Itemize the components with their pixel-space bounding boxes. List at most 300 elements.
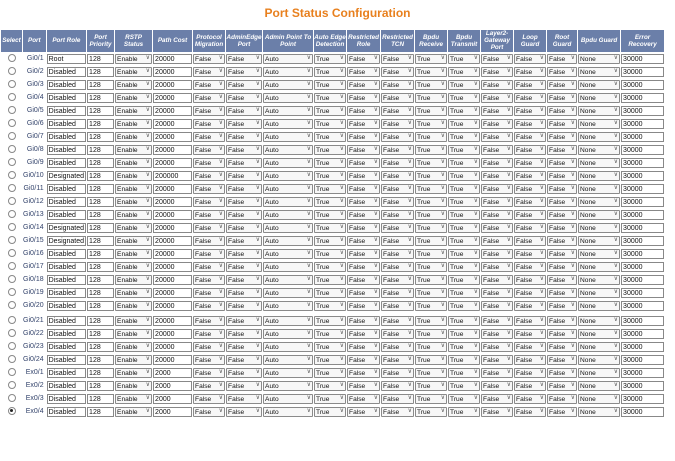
restricted-tcn-select[interactable]: [381, 145, 414, 155]
protocol-migration-select[interactable]: [193, 67, 225, 77]
path-cost-field[interactable]: 20000: [153, 145, 192, 155]
error-recovery-field[interactable]: 30000: [621, 275, 664, 285]
error-recovery-field[interactable]: 30000: [621, 249, 664, 259]
rstp-status-select[interactable]: [115, 54, 152, 64]
error-recovery-field[interactable]: 30000: [621, 368, 664, 378]
admin-edge-port-select[interactable]: [226, 223, 262, 233]
bpdu-receive-select[interactable]: [415, 106, 447, 116]
port-role-field[interactable]: Disabled: [47, 184, 86, 194]
bpdu-transmit-select[interactable]: [448, 197, 480, 207]
row-select-radio[interactable]: [8, 80, 16, 88]
restricted-role-select[interactable]: [347, 210, 380, 220]
error-recovery-field[interactable]: 30000: [621, 158, 664, 168]
protocol-migration-select[interactable]: [193, 262, 225, 272]
protocol-migration-select[interactable]: [193, 210, 225, 220]
rstp-status-select[interactable]: [115, 262, 152, 272]
loop-guard-select[interactable]: [514, 67, 546, 77]
layer2-gateway-port-select[interactable]: [481, 236, 513, 246]
restricted-tcn-select[interactable]: [381, 184, 414, 194]
auto-edge-detection-select[interactable]: [314, 394, 346, 404]
row-select-radio[interactable]: [8, 171, 16, 179]
bpdu-receive-select[interactable]: [415, 158, 447, 168]
port-priority-field[interactable]: 128: [87, 145, 114, 155]
layer2-gateway-port-select[interactable]: [481, 158, 513, 168]
port-role-field[interactable]: Designated: [48, 172, 85, 180]
admin-point-to-point-select[interactable]: [263, 394, 313, 404]
bpdu-guard-select[interactable]: [578, 80, 620, 90]
protocol-migration-select[interactable]: [193, 249, 225, 259]
port-priority-field[interactable]: 128: [87, 54, 114, 64]
restricted-tcn-select[interactable]: [381, 54, 414, 64]
admin-edge-port-select[interactable]: [226, 275, 262, 285]
bpdu-receive-select[interactable]: [415, 54, 447, 64]
port-priority-field[interactable]: 128: [87, 171, 114, 181]
rstp-status-select[interactable]: [115, 342, 152, 352]
bpdu-guard-select[interactable]: [578, 210, 620, 220]
bpdu-guard-select[interactable]: [578, 329, 620, 339]
error-recovery-field[interactable]: 30000: [621, 67, 664, 77]
rstp-status-select[interactable]: [115, 145, 152, 155]
rstp-status-select[interactable]: [115, 184, 152, 194]
admin-point-to-point-select[interactable]: [263, 288, 313, 298]
root-guard-select[interactable]: [547, 301, 577, 311]
root-guard-select[interactable]: [547, 80, 577, 90]
bpdu-guard-select[interactable]: [578, 236, 620, 246]
auto-edge-detection-select[interactable]: [314, 316, 346, 326]
auto-edge-detection-select[interactable]: [314, 132, 346, 142]
bpdu-receive-select[interactable]: [415, 381, 447, 391]
port-priority-field[interactable]: 128: [87, 368, 114, 378]
bpdu-guard-select[interactable]: [578, 158, 620, 168]
bpdu-transmit-select[interactable]: [448, 80, 480, 90]
path-cost-field[interactable]: 20000: [153, 132, 192, 142]
restricted-tcn-select[interactable]: [381, 210, 414, 220]
admin-point-to-point-select[interactable]: [263, 355, 313, 365]
row-select-radio[interactable]: [8, 355, 16, 363]
loop-guard-select[interactable]: [514, 106, 546, 116]
error-recovery-field[interactable]: 30000: [621, 288, 664, 298]
admin-edge-port-select[interactable]: [226, 316, 262, 326]
path-cost-field[interactable]: 20000: [153, 197, 192, 207]
auto-edge-detection-select[interactable]: [314, 80, 346, 90]
root-guard-select[interactable]: [547, 171, 577, 181]
port-role-field[interactable]: Disabled: [47, 275, 86, 285]
root-guard-select[interactable]: [547, 158, 577, 168]
restricted-role-select[interactable]: [347, 329, 380, 339]
bpdu-transmit-select[interactable]: [448, 301, 480, 311]
rstp-status-select[interactable]: [115, 106, 152, 116]
bpdu-transmit-select[interactable]: [448, 329, 480, 339]
path-cost-field[interactable]: 2000: [153, 368, 192, 378]
port-role-field[interactable]: Disabled: [47, 262, 86, 272]
port-priority-field[interactable]: 128: [87, 106, 114, 116]
rstp-status-select[interactable]: [115, 301, 152, 311]
layer2-gateway-port-select[interactable]: [481, 223, 513, 233]
path-cost-field[interactable]: 20000: [153, 355, 192, 365]
error-recovery-field[interactable]: 30000: [621, 132, 664, 142]
port-priority-field[interactable]: 128: [87, 329, 114, 339]
restricted-role-select[interactable]: [347, 288, 380, 298]
bpdu-guard-select[interactable]: [578, 342, 620, 352]
layer2-gateway-port-select[interactable]: [481, 275, 513, 285]
admin-point-to-point-select[interactable]: [263, 275, 313, 285]
port-role-field[interactable]: Disabled: [47, 197, 86, 207]
port-role-field[interactable]: Disabled: [47, 394, 86, 404]
row-select-radio[interactable]: [8, 223, 16, 231]
port-priority-field[interactable]: 128: [87, 381, 114, 391]
loop-guard-select[interactable]: [514, 236, 546, 246]
row-select-radio[interactable]: [8, 106, 16, 114]
port-role-field[interactable]: Disabled: [47, 119, 86, 129]
bpdu-guard-select[interactable]: [578, 275, 620, 285]
bpdu-transmit-select[interactable]: [448, 355, 480, 365]
layer2-gateway-port-select[interactable]: [481, 394, 513, 404]
loop-guard-select[interactable]: [514, 288, 546, 298]
restricted-tcn-select[interactable]: [381, 197, 414, 207]
row-select-radio[interactable]: [8, 93, 16, 101]
protocol-migration-select[interactable]: [193, 223, 225, 233]
auto-edge-detection-select[interactable]: [314, 197, 346, 207]
protocol-migration-select[interactable]: [193, 132, 225, 142]
bpdu-transmit-select[interactable]: [448, 275, 480, 285]
restricted-role-select[interactable]: [347, 316, 380, 326]
port-role-field[interactable]: Disabled: [47, 132, 86, 142]
error-recovery-field[interactable]: 30000: [621, 93, 664, 103]
rstp-status-select[interactable]: [115, 329, 152, 339]
restricted-tcn-select[interactable]: [381, 158, 414, 168]
admin-point-to-point-select[interactable]: [263, 145, 313, 155]
admin-edge-port-select[interactable]: [226, 288, 262, 298]
protocol-migration-select[interactable]: [193, 275, 225, 285]
bpdu-transmit-select[interactable]: [448, 342, 480, 352]
port-role-field[interactable]: Disabled: [47, 355, 86, 365]
layer2-gateway-port-select[interactable]: [481, 381, 513, 391]
auto-edge-detection-select[interactable]: [314, 67, 346, 77]
layer2-gateway-port-select[interactable]: [481, 262, 513, 272]
root-guard-select[interactable]: [547, 106, 577, 116]
loop-guard-select[interactable]: [514, 301, 546, 311]
port-role-field[interactable]: Disabled: [47, 329, 86, 339]
bpdu-receive-select[interactable]: [415, 368, 447, 378]
root-guard-select[interactable]: [547, 197, 577, 207]
path-cost-field[interactable]: 20000: [153, 93, 192, 103]
layer2-gateway-port-select[interactable]: [481, 342, 513, 352]
layer2-gateway-port-select[interactable]: [481, 132, 513, 142]
bpdu-receive-select[interactable]: [415, 275, 447, 285]
bpdu-receive-select[interactable]: [415, 184, 447, 194]
port-role-field[interactable]: Disabled: [47, 342, 86, 352]
loop-guard-select[interactable]: [514, 197, 546, 207]
bpdu-transmit-select[interactable]: [448, 394, 480, 404]
rstp-status-select[interactable]: [115, 275, 152, 285]
bpdu-transmit-select[interactable]: [448, 119, 480, 129]
admin-point-to-point-select[interactable]: [263, 67, 313, 77]
bpdu-guard-select[interactable]: [578, 106, 620, 116]
path-cost-field[interactable]: 20000: [153, 288, 192, 298]
bpdu-receive-select[interactable]: [415, 249, 447, 259]
restricted-tcn-select[interactable]: [381, 236, 414, 246]
bpdu-guard-select[interactable]: [578, 394, 620, 404]
row-select-radio[interactable]: [8, 197, 16, 205]
port-role-field[interactable]: Disabled: [47, 368, 86, 378]
restricted-tcn-select[interactable]: [381, 223, 414, 233]
restricted-role-select[interactable]: [347, 342, 380, 352]
path-cost-field[interactable]: 20000: [153, 119, 192, 129]
auto-edge-detection-select[interactable]: [314, 368, 346, 378]
bpdu-guard-select[interactable]: [578, 132, 620, 142]
auto-edge-detection-select[interactable]: [314, 210, 346, 220]
bpdu-receive-select[interactable]: [415, 236, 447, 246]
error-recovery-field[interactable]: 30000: [621, 145, 664, 155]
admin-point-to-point-select[interactable]: [263, 184, 313, 194]
error-recovery-field[interactable]: 30000: [621, 184, 664, 194]
path-cost-field[interactable]: 2000: [153, 381, 192, 391]
bpdu-transmit-select[interactable]: [448, 210, 480, 220]
row-select-radio[interactable]: [8, 288, 16, 296]
layer2-gateway-port-select[interactable]: [481, 80, 513, 90]
protocol-migration-select[interactable]: [193, 158, 225, 168]
bpdu-transmit-select[interactable]: [448, 158, 480, 168]
row-select-radio[interactable]: [8, 394, 16, 402]
auto-edge-detection-select[interactable]: [314, 355, 346, 365]
row-select-radio[interactable]: [8, 329, 16, 337]
port-role-field[interactable]: Disabled: [47, 93, 86, 103]
restricted-tcn-select[interactable]: [381, 407, 414, 417]
root-guard-select[interactable]: [547, 275, 577, 285]
loop-guard-select[interactable]: [514, 80, 546, 90]
auto-edge-detection-select[interactable]: [314, 381, 346, 391]
error-recovery-field[interactable]: 30000: [621, 316, 664, 326]
layer2-gateway-port-select[interactable]: [481, 407, 513, 417]
root-guard-select[interactable]: [547, 249, 577, 259]
row-select-radio[interactable]: [8, 158, 16, 166]
loop-guard-select[interactable]: [514, 342, 546, 352]
rstp-status-select[interactable]: [115, 223, 152, 233]
error-recovery-field[interactable]: 30000: [621, 236, 664, 246]
port-role-field[interactable]: Disabled: [47, 407, 86, 417]
protocol-migration-select[interactable]: [193, 80, 225, 90]
restricted-tcn-select[interactable]: [381, 80, 414, 90]
auto-edge-detection-select[interactable]: [314, 249, 346, 259]
admin-point-to-point-select[interactable]: [263, 54, 313, 64]
auto-edge-detection-select[interactable]: [314, 158, 346, 168]
path-cost-field[interactable]: 200000: [153, 171, 192, 181]
row-select-radio[interactable]: [8, 301, 16, 309]
auto-edge-detection-select[interactable]: [314, 106, 346, 116]
layer2-gateway-port-select[interactable]: [481, 184, 513, 194]
bpdu-receive-select[interactable]: [415, 301, 447, 311]
protocol-migration-select[interactable]: [193, 54, 225, 64]
protocol-migration-select[interactable]: [193, 197, 225, 207]
port-priority-field[interactable]: 128: [87, 355, 114, 365]
loop-guard-select[interactable]: [514, 145, 546, 155]
bpdu-receive-select[interactable]: [415, 210, 447, 220]
admin-point-to-point-select[interactable]: [263, 171, 313, 181]
bpdu-transmit-select[interactable]: [448, 249, 480, 259]
port-priority-field[interactable]: 128: [87, 301, 114, 311]
admin-point-to-point-select[interactable]: [263, 368, 313, 378]
auto-edge-detection-select[interactable]: [314, 119, 346, 129]
root-guard-select[interactable]: [547, 288, 577, 298]
rstp-status-select[interactable]: [115, 316, 152, 326]
port-priority-field[interactable]: 128: [87, 80, 114, 90]
protocol-migration-select[interactable]: [193, 93, 225, 103]
auto-edge-detection-select[interactable]: [314, 329, 346, 339]
loop-guard-select[interactable]: [514, 249, 546, 259]
bpdu-guard-select[interactable]: [578, 93, 620, 103]
port-role-field[interactable]: Disabled: [47, 67, 86, 77]
bpdu-receive-select[interactable]: [415, 342, 447, 352]
rstp-status-select[interactable]: [115, 93, 152, 103]
admin-point-to-point-select[interactable]: [263, 236, 313, 246]
restricted-role-select[interactable]: [347, 275, 380, 285]
port-priority-field[interactable]: 128: [87, 316, 114, 326]
auto-edge-detection-select[interactable]: [314, 301, 346, 311]
bpdu-receive-select[interactable]: [415, 67, 447, 77]
root-guard-select[interactable]: [547, 316, 577, 326]
bpdu-receive-select[interactable]: [415, 288, 447, 298]
restricted-role-select[interactable]: [347, 407, 380, 417]
admin-edge-port-select[interactable]: [226, 368, 262, 378]
bpdu-transmit-select[interactable]: [448, 145, 480, 155]
protocol-migration-select[interactable]: [193, 106, 225, 116]
restricted-role-select[interactable]: [347, 223, 380, 233]
admin-edge-port-select[interactable]: [226, 329, 262, 339]
path-cost-field[interactable]: 2000: [153, 394, 192, 404]
layer2-gateway-port-select[interactable]: [481, 93, 513, 103]
error-recovery-field[interactable]: 30000: [621, 54, 664, 64]
auto-edge-detection-select[interactable]: [314, 275, 346, 285]
bpdu-receive-select[interactable]: [415, 329, 447, 339]
loop-guard-select[interactable]: [514, 381, 546, 391]
row-select-radio[interactable]: [8, 381, 16, 389]
admin-point-to-point-select[interactable]: [263, 80, 313, 90]
port-priority-field[interactable]: 128: [87, 249, 114, 259]
layer2-gateway-port-select[interactable]: [481, 145, 513, 155]
layer2-gateway-port-select[interactable]: [481, 54, 513, 64]
layer2-gateway-port-select[interactable]: [481, 329, 513, 339]
restricted-tcn-select[interactable]: [381, 355, 414, 365]
admin-point-to-point-select[interactable]: [263, 342, 313, 352]
bpdu-transmit-select[interactable]: [448, 262, 480, 272]
protocol-migration-select[interactable]: [193, 316, 225, 326]
row-select-radio[interactable]: [8, 54, 16, 62]
bpdu-guard-select[interactable]: [578, 316, 620, 326]
admin-edge-port-select[interactable]: [226, 197, 262, 207]
protocol-migration-select[interactable]: [193, 301, 225, 311]
row-select-radio[interactable]: [8, 132, 16, 140]
restricted-role-select[interactable]: [347, 119, 380, 129]
rstp-status-select[interactable]: [115, 236, 152, 246]
port-role-field[interactable]: Disabled: [47, 80, 86, 90]
bpdu-guard-select[interactable]: [578, 119, 620, 129]
path-cost-field[interactable]: 20000: [153, 54, 192, 64]
rstp-status-select[interactable]: [115, 67, 152, 77]
path-cost-field[interactable]: 20000: [153, 301, 192, 311]
path-cost-field[interactable]: 20000: [153, 184, 192, 194]
restricted-tcn-select[interactable]: [381, 342, 414, 352]
loop-guard-select[interactable]: [514, 93, 546, 103]
admin-edge-port-select[interactable]: [226, 93, 262, 103]
port-priority-field[interactable]: 128: [87, 223, 114, 233]
rstp-status-select[interactable]: [115, 158, 152, 168]
bpdu-receive-select[interactable]: [415, 145, 447, 155]
error-recovery-field[interactable]: 30000: [621, 197, 664, 207]
admin-edge-port-select[interactable]: [226, 119, 262, 129]
root-guard-select[interactable]: [547, 407, 577, 417]
bpdu-transmit-select[interactable]: [448, 184, 480, 194]
bpdu-guard-select[interactable]: [578, 249, 620, 259]
port-priority-field[interactable]: 128: [87, 236, 114, 246]
restricted-tcn-select[interactable]: [381, 316, 414, 326]
layer2-gateway-port-select[interactable]: [481, 106, 513, 116]
admin-point-to-point-select[interactable]: [263, 262, 313, 272]
bpdu-guard-select[interactable]: [578, 368, 620, 378]
row-select-radio[interactable]: [8, 184, 16, 192]
layer2-gateway-port-select[interactable]: [481, 288, 513, 298]
port-priority-field[interactable]: 128: [87, 288, 114, 298]
bpdu-receive-select[interactable]: [415, 93, 447, 103]
restricted-role-select[interactable]: [347, 106, 380, 116]
path-cost-field[interactable]: 2000: [153, 407, 192, 417]
admin-edge-port-select[interactable]: [226, 106, 262, 116]
row-select-radio[interactable]: [8, 368, 16, 376]
layer2-gateway-port-select[interactable]: [481, 67, 513, 77]
rstp-status-select[interactable]: [115, 407, 152, 417]
protocol-migration-select[interactable]: [193, 394, 225, 404]
bpdu-guard-select[interactable]: [578, 407, 620, 417]
rstp-status-select[interactable]: [115, 210, 152, 220]
loop-guard-select[interactable]: [514, 158, 546, 168]
loop-guard-select[interactable]: [514, 184, 546, 194]
bpdu-guard-select[interactable]: [578, 197, 620, 207]
bpdu-transmit-select[interactable]: [448, 106, 480, 116]
admin-point-to-point-select[interactable]: [263, 197, 313, 207]
bpdu-receive-select[interactable]: [415, 197, 447, 207]
bpdu-receive-select[interactable]: [415, 171, 447, 181]
port-priority-field[interactable]: 128: [87, 67, 114, 77]
loop-guard-select[interactable]: [514, 171, 546, 181]
port-priority-field[interactable]: 128: [87, 407, 114, 417]
protocol-migration-select[interactable]: [193, 329, 225, 339]
layer2-gateway-port-select[interactable]: [481, 316, 513, 326]
admin-edge-port-select[interactable]: [226, 184, 262, 194]
root-guard-select[interactable]: [547, 132, 577, 142]
rstp-status-select[interactable]: [115, 197, 152, 207]
root-guard-select[interactable]: [547, 93, 577, 103]
root-guard-select[interactable]: [547, 210, 577, 220]
admin-point-to-point-select[interactable]: [263, 132, 313, 142]
admin-edge-port-select[interactable]: [226, 355, 262, 365]
restricted-tcn-select[interactable]: [381, 288, 414, 298]
restricted-role-select[interactable]: [347, 368, 380, 378]
layer2-gateway-port-select[interactable]: [481, 368, 513, 378]
layer2-gateway-port-select[interactable]: [481, 197, 513, 207]
restricted-tcn-select[interactable]: [381, 275, 414, 285]
error-recovery-field[interactable]: 30000: [621, 329, 664, 339]
error-recovery-field[interactable]: 30000: [621, 355, 664, 365]
port-role-field[interactable]: Disabled: [47, 145, 86, 155]
root-guard-select[interactable]: [547, 223, 577, 233]
loop-guard-select[interactable]: [514, 329, 546, 339]
root-guard-select[interactable]: [547, 355, 577, 365]
error-recovery-field[interactable]: 30000: [621, 171, 664, 181]
rstp-status-select[interactable]: [115, 355, 152, 365]
admin-edge-port-select[interactable]: [226, 249, 262, 259]
admin-edge-port-select[interactable]: [226, 262, 262, 272]
root-guard-select[interactable]: [547, 184, 577, 194]
port-priority-field[interactable]: 128: [87, 210, 114, 220]
